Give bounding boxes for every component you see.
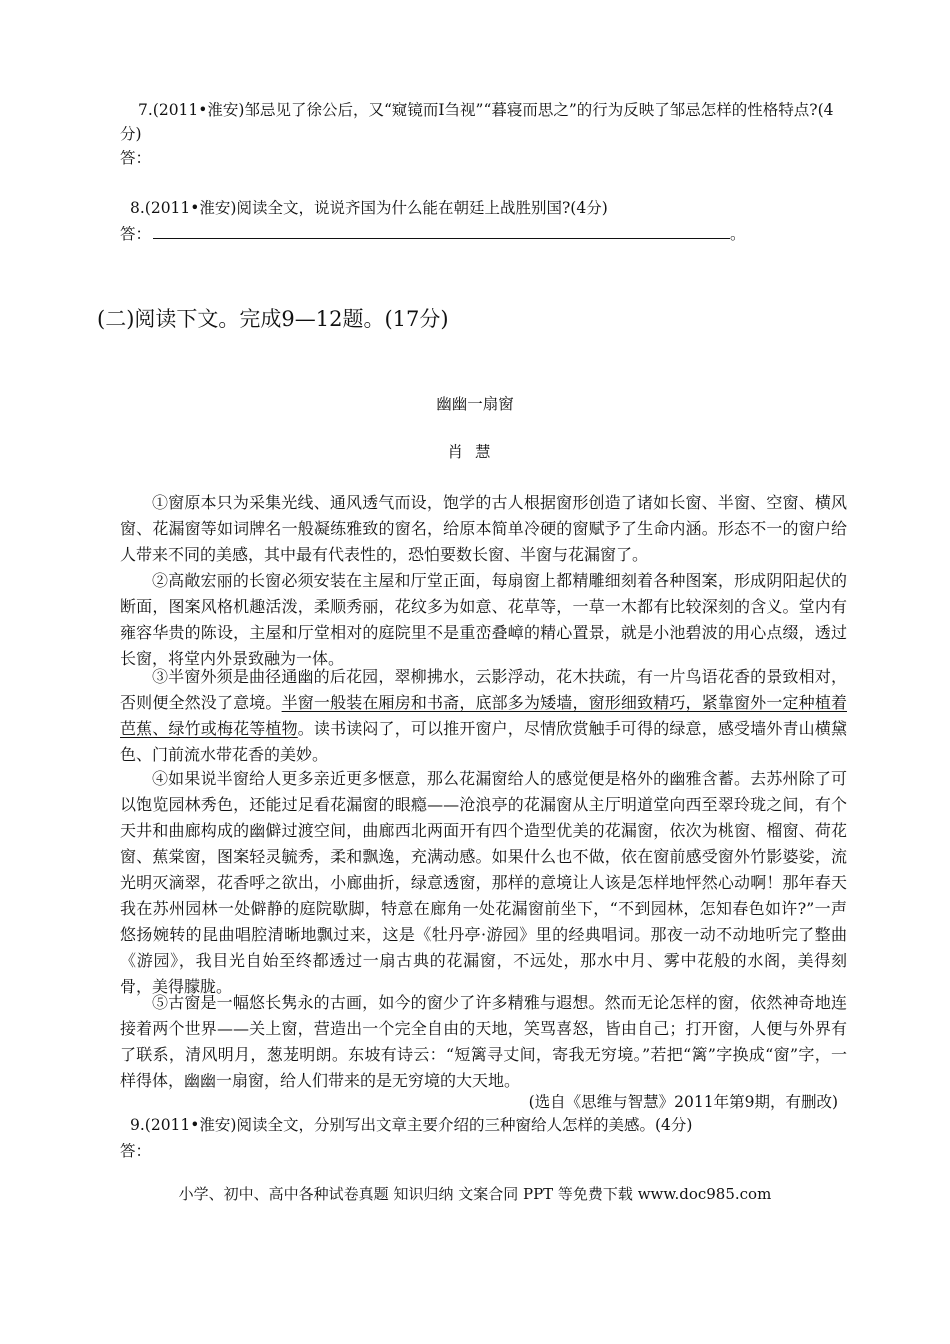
article-paragraph-2: ②高敞宏丽的长窗必须安装在主屋和厅堂正面，每扇窗上都精雕细刻着各种图案，形成阴阳起伏的断面，图案风格机趣活泼，柔顺秀丽，花纹多为如意、花草等，一草一木都有比较深刻的含义。堂内有雍容华贵的陈设，主屋和厅堂相对的庭院里不是重峦叠嶂的精心置景，就是小池碧波的用心点缀，透过长窗，将堂内外景致融为一体。 [120, 571, 847, 668]
answer-end-punctuation: 。 [730, 225, 746, 243]
question-8-answer-label: 答： [120, 225, 152, 243]
question-8-answer-line [120, 220, 746, 244]
article-paragraph-4: ④如果说半窗给人更多亲近更多惬意，那么花漏窗给人的感觉便是格外的幽雅含蓄。去苏州除了可以饱览园林秀色，还能过足看花漏窗的眼瘾——沧浪亭的花漏窗从主厅明道堂向西至翠玲珑之间，有个天井和曲廊构成的幽僻过渡空间，曲廊西北两面开有四个造型优美的花漏窗，依次为桃窗、榴窗、荷花窗、蕉棠窗，图案轻灵毓秀，柔和飘逸，充满动感。如果什么也不做，依在窗前感受窗外竹影婆娑，流光明灭滴翠，花香呼之欲出，小廊曲折，绿意透窗，那样的意境让人该是怎样地怦然心动啊！那年春天我在苏州园林一处僻静的庭院歇脚，特意在廊角一处花漏窗前坐下，“不到园林，怎知春色如许?”一声悠扬婉转的昆曲唱腔清晰地飘过来，这是《牡丹亭·游园》里的经典唱词。那夜一动不动地听完了整曲《游园》，我目光自始至终都透过一扇古典的花漏窗，不远处，那水中月、雾中花般的水阁，美得刻骨，美得朦胧。 [120, 769, 847, 996]
article-paragraph-1: ①窗原本只为采集光线、通风透气而设，饱学的古人根据窗形创造了诸如长窗、半窗、空窗、横风窗、花漏窗等如词牌名一般凝练雅致的窗名，给原本简单冷硬的窗赋予了生命内涵。形态不一的窗户给人带来不同的美感，其中最有代表性的，恐怕要数长窗、半窗与花漏窗了。 [120, 493, 847, 564]
article-paragraph-5: ⑤古窗是一幅悠长隽永的古画，如今的窗少了许多精雅与遐想。然而无论怎样的窗，依然神奇地连接着两个世界——关上窗，营造出一个完全自由的天地，笑骂喜怒，皆由自己；打开窗，人便与外界有了联系，清风明月，葱茏明朗。东坡有诗云：“短篱寻丈间，寄我无穷境。”若把“篱”字换成“窗”字，一样得体，幽幽一扇窗，给人们带来的是无穷境的大天地。 [120, 993, 847, 1090]
question-8: 8.(2011•淮安)阅读全文，说说齐国为什么能在朝廷上战胜别国?(4分) [130, 199, 608, 217]
article-title: 幽幽一扇窗 [436, 395, 514, 413]
section-heading: (二)阅读下文。完成9—12题。(17分) [97, 307, 449, 331]
article-author: 肖慧 [447, 443, 503, 461]
page-footer: 小学、初中、高中各种试卷真题 知识归纳 文案合同 PPT 等免费下载 www.doc985.com [178, 1185, 772, 1203]
paragraph-3-rest: 。读书读闷了，可以推开窗户，尽情欣赏触手可得的绿意，感受墙外青山横黛色、门前流水带花香的美妙。 [120, 719, 847, 764]
answer-blank-line [153, 220, 730, 239]
paragraph-3-underlined-sentence: 半窗一般装在厢房和书斋，底部多为矮墙，窗形细致精巧，紧靠窗外一定种植着芭蕉、绿竹或梅花等植物 [120, 693, 847, 738]
question-7-answer-label: 答： [120, 149, 152, 167]
article-source: (选自《思维与智慧》2011年第9期，有删改) [528, 1093, 838, 1111]
question-9-answer-label: 答： [120, 1142, 152, 1160]
question-7: 7.(2011•淮安)邹忌见了徐公后，又“窥镜而Ⅰ刍视”“暮寝而思之”的行为反映了邹忌怎样的性格特点?(4分) [120, 101, 834, 143]
paragraph-3-intro: ③半窗外须是曲径通幽的后花园，翠柳拂水，云影浮动，花木扶疏，有一片鸟语花香的景致相对，否则便全然没了意境。 [120, 667, 847, 712]
question-9: 9.(2011•淮安)阅读全文，分别写出文章主要介绍的三种窗给人怎样的美感。(4分) [130, 1116, 693, 1134]
article-paragraph-3 [120, 664, 847, 768]
